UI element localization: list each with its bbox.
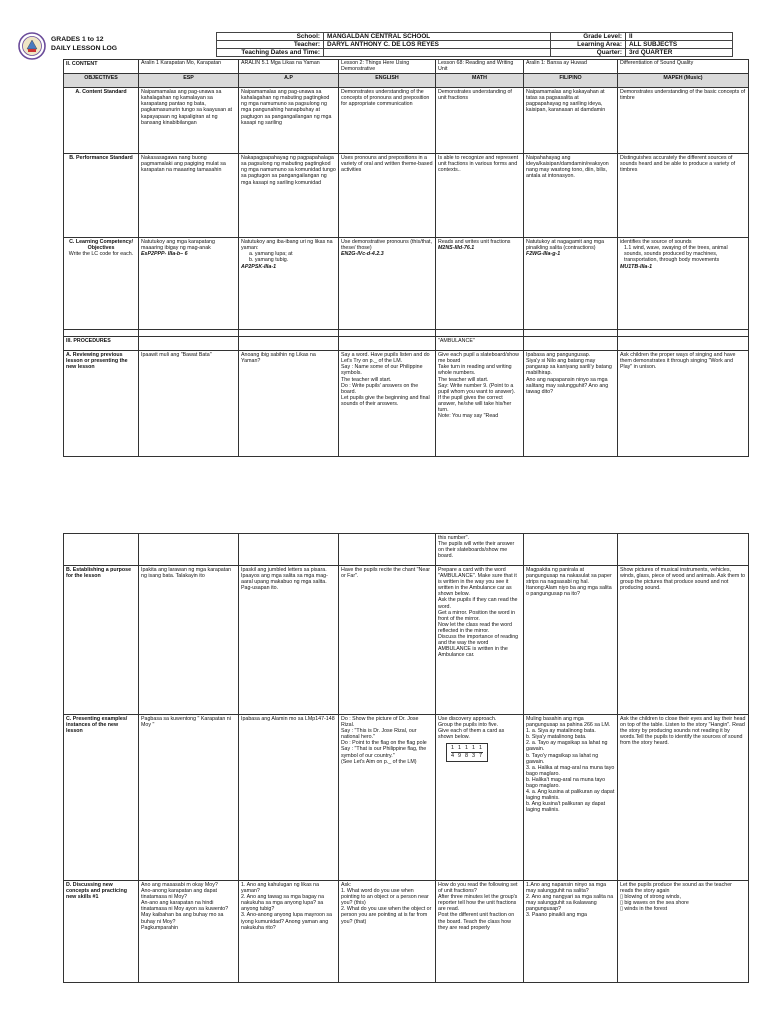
competency-label-title: C. Learning Competency/ Objectives [69,239,133,252]
learning-area-value: ALL SUBJECTS [626,41,733,49]
content-standard-mapeh: Demonstrates understanding of the basic concepts of timbre [618,88,749,154]
performance-standard-filipino: Naipahahayag ang ideya/kaisipan/damdamin/reaksyon nang may wastong tono, diin, bilis, antala at intonasyon. [524,154,618,238]
content-standard-esp: Naipamamalas ang pag-unawa sa kahalagahan ng kamalayan sa karapatang pantao ng bata, pagkamasunurin tungo sa kaayusan at kapayapaan ng kapaligiran at ng bansang kinabibilangan [139,88,239,154]
establishing-mapeh: Show pictures of musical instruments, vehicles, winds, glass, piece of wood and animals. Ask them to group the pictures that produce sound and not producing sound. [618,566,749,715]
content-english: Lesson 2: Things Here Using Demonstrative [339,60,436,74]
header-title-line2: DAILY LESSON LOG [51,45,118,52]
content-standard-label: A. Content Standard [64,88,139,154]
carryover-row [64,534,749,566]
presenting-mapeh: Ask the children to close their eyes and lay their head on top of the table. Listen to the story "Hangin". Read the story by producing sounds not reading it by words.Tell the pupils to identify the sources of sound from the story heard. [618,715,749,881]
content-standard-math: Demonstrates understanding of unit fractions [436,88,524,154]
competency-code: F2WG-IIIa-g-1 [526,251,561,258]
content-mapeh: Differentiation of Sound Quality [618,60,749,74]
reviewing-mapeh: Ask children the proper ways of singing and have them demonstrates it through singing "Work and Play" in unison. [618,351,749,457]
presenting-label: C. Presenting examples/ instances of the new lesson [64,715,139,881]
grade-level-label: Grade Level: [551,33,626,41]
competency-esp [139,238,239,330]
carryover-math: this number". The pupils will write their answer on their slateboards/show me board. [436,534,524,566]
establishing-english: Have the pupils recite the chant "Near or Far". [339,566,436,715]
performance-standard-ap: Nakapagpapahayag ng pagpapahalaga sa pagsulong ng mabuting pagtingkod ng mga namumuno sa komunidad tungo sa pagtugon sa pangangailangan ng mga kasapi ng sariling komunidad [239,154,339,238]
teaching-dates-label: Teaching Dates and Time: [217,49,324,57]
content-esp: Aralin 1 Karapatan Mo, Karapatan [139,60,239,74]
performance-standard-math: Is able to recognize and represent unit fractions in various forms and contexts.. [436,154,524,238]
fraction-denominators: 4 9 8 3 7 [451,753,484,760]
competency-row [64,238,749,330]
presenting-english [339,715,436,881]
content-filipino: Aralin 1: Bansa ay Huwad [524,60,618,74]
reviewing-label: A. Reviewing previous lesson or presenting the new lesson [64,351,139,457]
presenting-ap: Ipabasa ang Alamin mo sa LMp147-148 [239,715,339,881]
discussing-filipino: 1.Ano ang napansin ninyo sa mga may salungguhit na salita? 2. Ano ang nangyari sa mga salita na may salungguhit sa ikalawang pangungusap? 3. Paano pinaikli ang mga [524,881,618,983]
subject-math: MATH [436,74,524,88]
presenting-math-text: Use discovery approach. Group the pupils into five. Give each of them a card as shown below. [438,716,505,741]
competency-math [436,238,524,330]
competency-filipino [524,238,618,330]
procedures-math-top: "AMBULANCE" [436,337,524,351]
objectives-label: OBJECTIVES [64,74,139,88]
competency-label-note: Write the LC code for each. [68,251,134,258]
fraction-card [446,743,488,762]
establishing-esp: Ipakita ang larawan ng mga karapatan ng isang bata. Talakayin ito [139,566,239,715]
discussing-label: D. Discussing new concepts and practicing new skills #1 [64,881,139,983]
reviewing-english: Say a word. Have pupils listen and do Let's Try on p._ of the LM. Say : Name some of our Philippine symbols. The teacher will start. Do : Write pupils' answers on the board. Let pupils give the beginning and final sounds of their answers. [339,351,436,457]
teacher-label: Teacher: [217,41,324,49]
lesson-log-table-page1 [63,59,749,457]
spacer-row [64,330,749,337]
school-value: MANGALDAN CENTRAL SCHOOL [324,33,551,41]
competency-code: M2NS-IIId-76.1 [438,245,475,252]
discussing-ap: 1. Ano ang kahulugan ng likas na yaman? 2. Ano ang tawag sa mga bagay na nakukuha sa mga anyong lupa? sa anyong tubig? 3. Ano-anong anyong lupa mayroon sa iyong kumunidad? Anong yaman ang nakukuha rito? [239,881,339,983]
competency-text: Use demonstrative pronouns (this/that, these/ those) [341,239,432,252]
presenting-filipino: Muling basahin ang mga pangungusap sa pahina 266 sa LM. 1. a. Siya ay matalinong bata. b. Siya'y matalinong bata. 2. a. Tayo ay magsikap sa lahat ng gawain. b. Tayo'y magsikap sa lahat ng gawain. 3. a. Halika at mag-aral na muna tayo bago maglaro. b. Halika't mag-aral na muna tayo bago maglaro. 4. a. Ang kusina at palikuran ay dapat laging malinis. b. Ang kusina't palikuran ay dapat laging malinis. [524,715,618,881]
content-standard-filipino: Naipamamalas ang kakayahan at tatas sa pagsasalita at pagpapahayag ng sariling ideya, kaisipan, karanasan at damdamin [524,88,618,154]
deped-seal-icon [18,32,46,60]
content-ap: ARALIN 5.1 Mga Likas na Yaman [239,60,339,74]
competency-code: MU1TB-IIIa-1 [620,263,653,270]
teaching-dates-value [324,49,551,57]
reviewing-filipino: Ipabasa ang pangungusap. Siya'y si Nilo ang batang may pangarap sa kaniyang sarili'y batang mabilhirap. Ano ang napapansin ninyo sa mga salitang may salungguhit? Ano ang tawag dito? [524,351,618,457]
competency-ap [239,238,339,330]
competency-text: identifies the source of sounds [620,239,692,246]
presenting-row [64,715,749,881]
performance-standard-esp: Nakasasagawa nang buong pagmamalaki ang pagiging mulat sa karapatan na maaaring tamasahin [139,154,239,238]
content-standard-english: Demonstrates understanding of the concepts of pronouns and preposition for appropriate communication [339,88,436,154]
establishing-filipino: Magpakita ng panirala at pangungusap na nakasulat sa paper strips na nagsasabi ng hal. Itanong:Alam niyo ba ang mga salita o pangungusap na ito? [524,566,618,715]
competency-code: EsP2PPP- IIIa-b– 6 [141,251,188,258]
competency-item: 1.1 wind, wave, swaying of the trees, animal sounds, sounds produced by machines, transportation, through body movements [624,245,728,264]
reviewing-esp: Ipaawit muli ang "Bawat Bata" [139,351,239,457]
lesson-log-table-page2 [63,533,749,983]
discussing-math: How do you read the following set of unit fractions? After three minutes let the group's reporter tell how the unit fractions are read. Post the different unit fraction on the board. Teach the class how they are read properly [436,881,524,983]
header-info-table [216,32,733,57]
competency-code: EN2G-IVc-d-4.2.3 [341,251,384,258]
competency-item: a. yamang lupa; at [249,251,293,258]
subject-esp: ESP [139,74,239,88]
reviewing-row [64,351,749,457]
establishing-ap: Ipaskil ang jumbled letters sa pisara. Ipaayos ang mga salita sa mga mag-aaral upang makabuo ng mga salita. Pag-usapan ito. [239,566,339,715]
content-math: Lesson 68: Reading and Writing Unit [436,60,524,74]
competency-text: Reads and writes unit fractions [438,239,511,246]
discussing-mapeh: Let the pupils produce the sound as the teacher reads the story again ▯ blowing of strong winds, ▯ big waves on the sea shore ▯ winds in the forest [618,881,749,983]
establishing-row [64,566,749,715]
performance-standard-row [64,154,749,238]
presenting-math [436,715,524,881]
establishing-math: Prepare a card with the word "AMBULANCE". Make sure that it is written in the way you see it written in the Ambulance car as shown below. Ask the pupils if they can read the word. Get a mirror. Position the word in front of the mirror. Now let the class read the word reflected in the mirror. Discuss the importance of reading and the way the word AMBULANCE is written in the Ambulance car. [436,566,524,715]
competency-code: AP2PSK-IIIa-1 [241,263,277,270]
competency-text: Natutukoy ang mga karapatang maaaring ibigay ng mag-anak [141,239,215,252]
competency-text: Natutukoy at nagagamit ang mga pinaikling salita (contractions) [526,239,605,252]
competency-text: Natutukoy ang iba-ibang uri ng likas na yaman: [241,239,333,252]
subject-filipino: FILIPINO [524,74,618,88]
discussing-english: Ask: 1. What word do you use when pointing to an object or a person near you? (this) 2. What do you use when the object or person you are pointing at is far from you? (that) [339,881,436,983]
school-label: School: [217,33,324,41]
performance-standard-label: B. Performance Standard [64,154,139,238]
discussing-row [64,881,749,983]
grade-level-value: II [626,33,733,41]
procedures-label: III. PROCEDURES [64,337,139,351]
reviewing-math: Give each pupil a slateboard/show me board Take turn in reading and writing whole numbers. The teacher will start. Say: Write number 9. (Point to a pupil whom you want to answer). If the pupil gives the correct answer, he/she will take his/her turn. Note: You may say "Read [436,351,524,457]
teacher-value: DARYL ANTHONY C. DE LOS REYES [324,41,551,49]
content-standard-ap: Naipamamalas ang pag-unawa sa kahalagahan ng mabuting pagtingkod ng mga namumuno sa pagsulong ng mga pangunahing hanapbuhay at pagtugon sa pangangailangan ng mga kasapi ng sariling [239,88,339,154]
header-title-line1: GRADES 1 to 12 [51,36,104,43]
competency-item: b. yamang tubig. [249,257,289,264]
dll-header [18,32,758,60]
learning-area-label: Learning Area: [551,41,626,49]
competency-english [339,238,436,330]
presenting-english-text: Do : Show the picture of Dr. Jose Rizal. Say : "This is Dr. Jose Rizal, our national hero." Do : Point to the flag on the flag pole Say : "That is our Philippine flag, the symbol of our country." (See Let's Aim on p._ of the LM) [341,716,427,765]
performance-standard-english: Uses pronouns and prepositions in a variety of oral and written theme-based activities [339,154,436,238]
fraction-numerators: 1 1 1 1 1 [451,745,484,752]
competency-label [64,238,139,330]
procedures-row [64,337,749,351]
quarter-label: Quarter: [551,49,626,57]
subjects-row [64,74,749,88]
quarter-value: 3rd QUARTER [626,49,733,57]
subject-mapeh: MAPEH (Music) [618,74,749,88]
subject-english: ENGLISH [339,74,436,88]
discussing-esp: Ano ang masasabi m okay Moy? Ano-anong karapatan ang dapat tinatamasa ni Moy? An-ano ang karapatan na hindi tinatamasa ni Moy ayon sa kuwento? May kaibahan ba ang buhay mo sa buhay ni Moy? Pagkumparahin [139,881,239,983]
presenting-esp: Pagbasa sa kuwentong " Karapatan ni Moy " [139,715,239,881]
competency-mapeh [618,238,749,330]
content-label: II. CONTENT [64,60,139,74]
establishing-label: B. Establishing a purpose for the lesson [64,566,139,715]
content-row [64,60,749,74]
reviewing-ap: Anoang ibig sabihin ng Likas na Yaman? [239,351,339,457]
performance-standard-mapeh: Distinguishes accurately the different sources of sounds heard and be able to produce a variety of timbres [618,154,749,238]
content-standard-row [64,88,749,154]
subject-ap: A.P [239,74,339,88]
